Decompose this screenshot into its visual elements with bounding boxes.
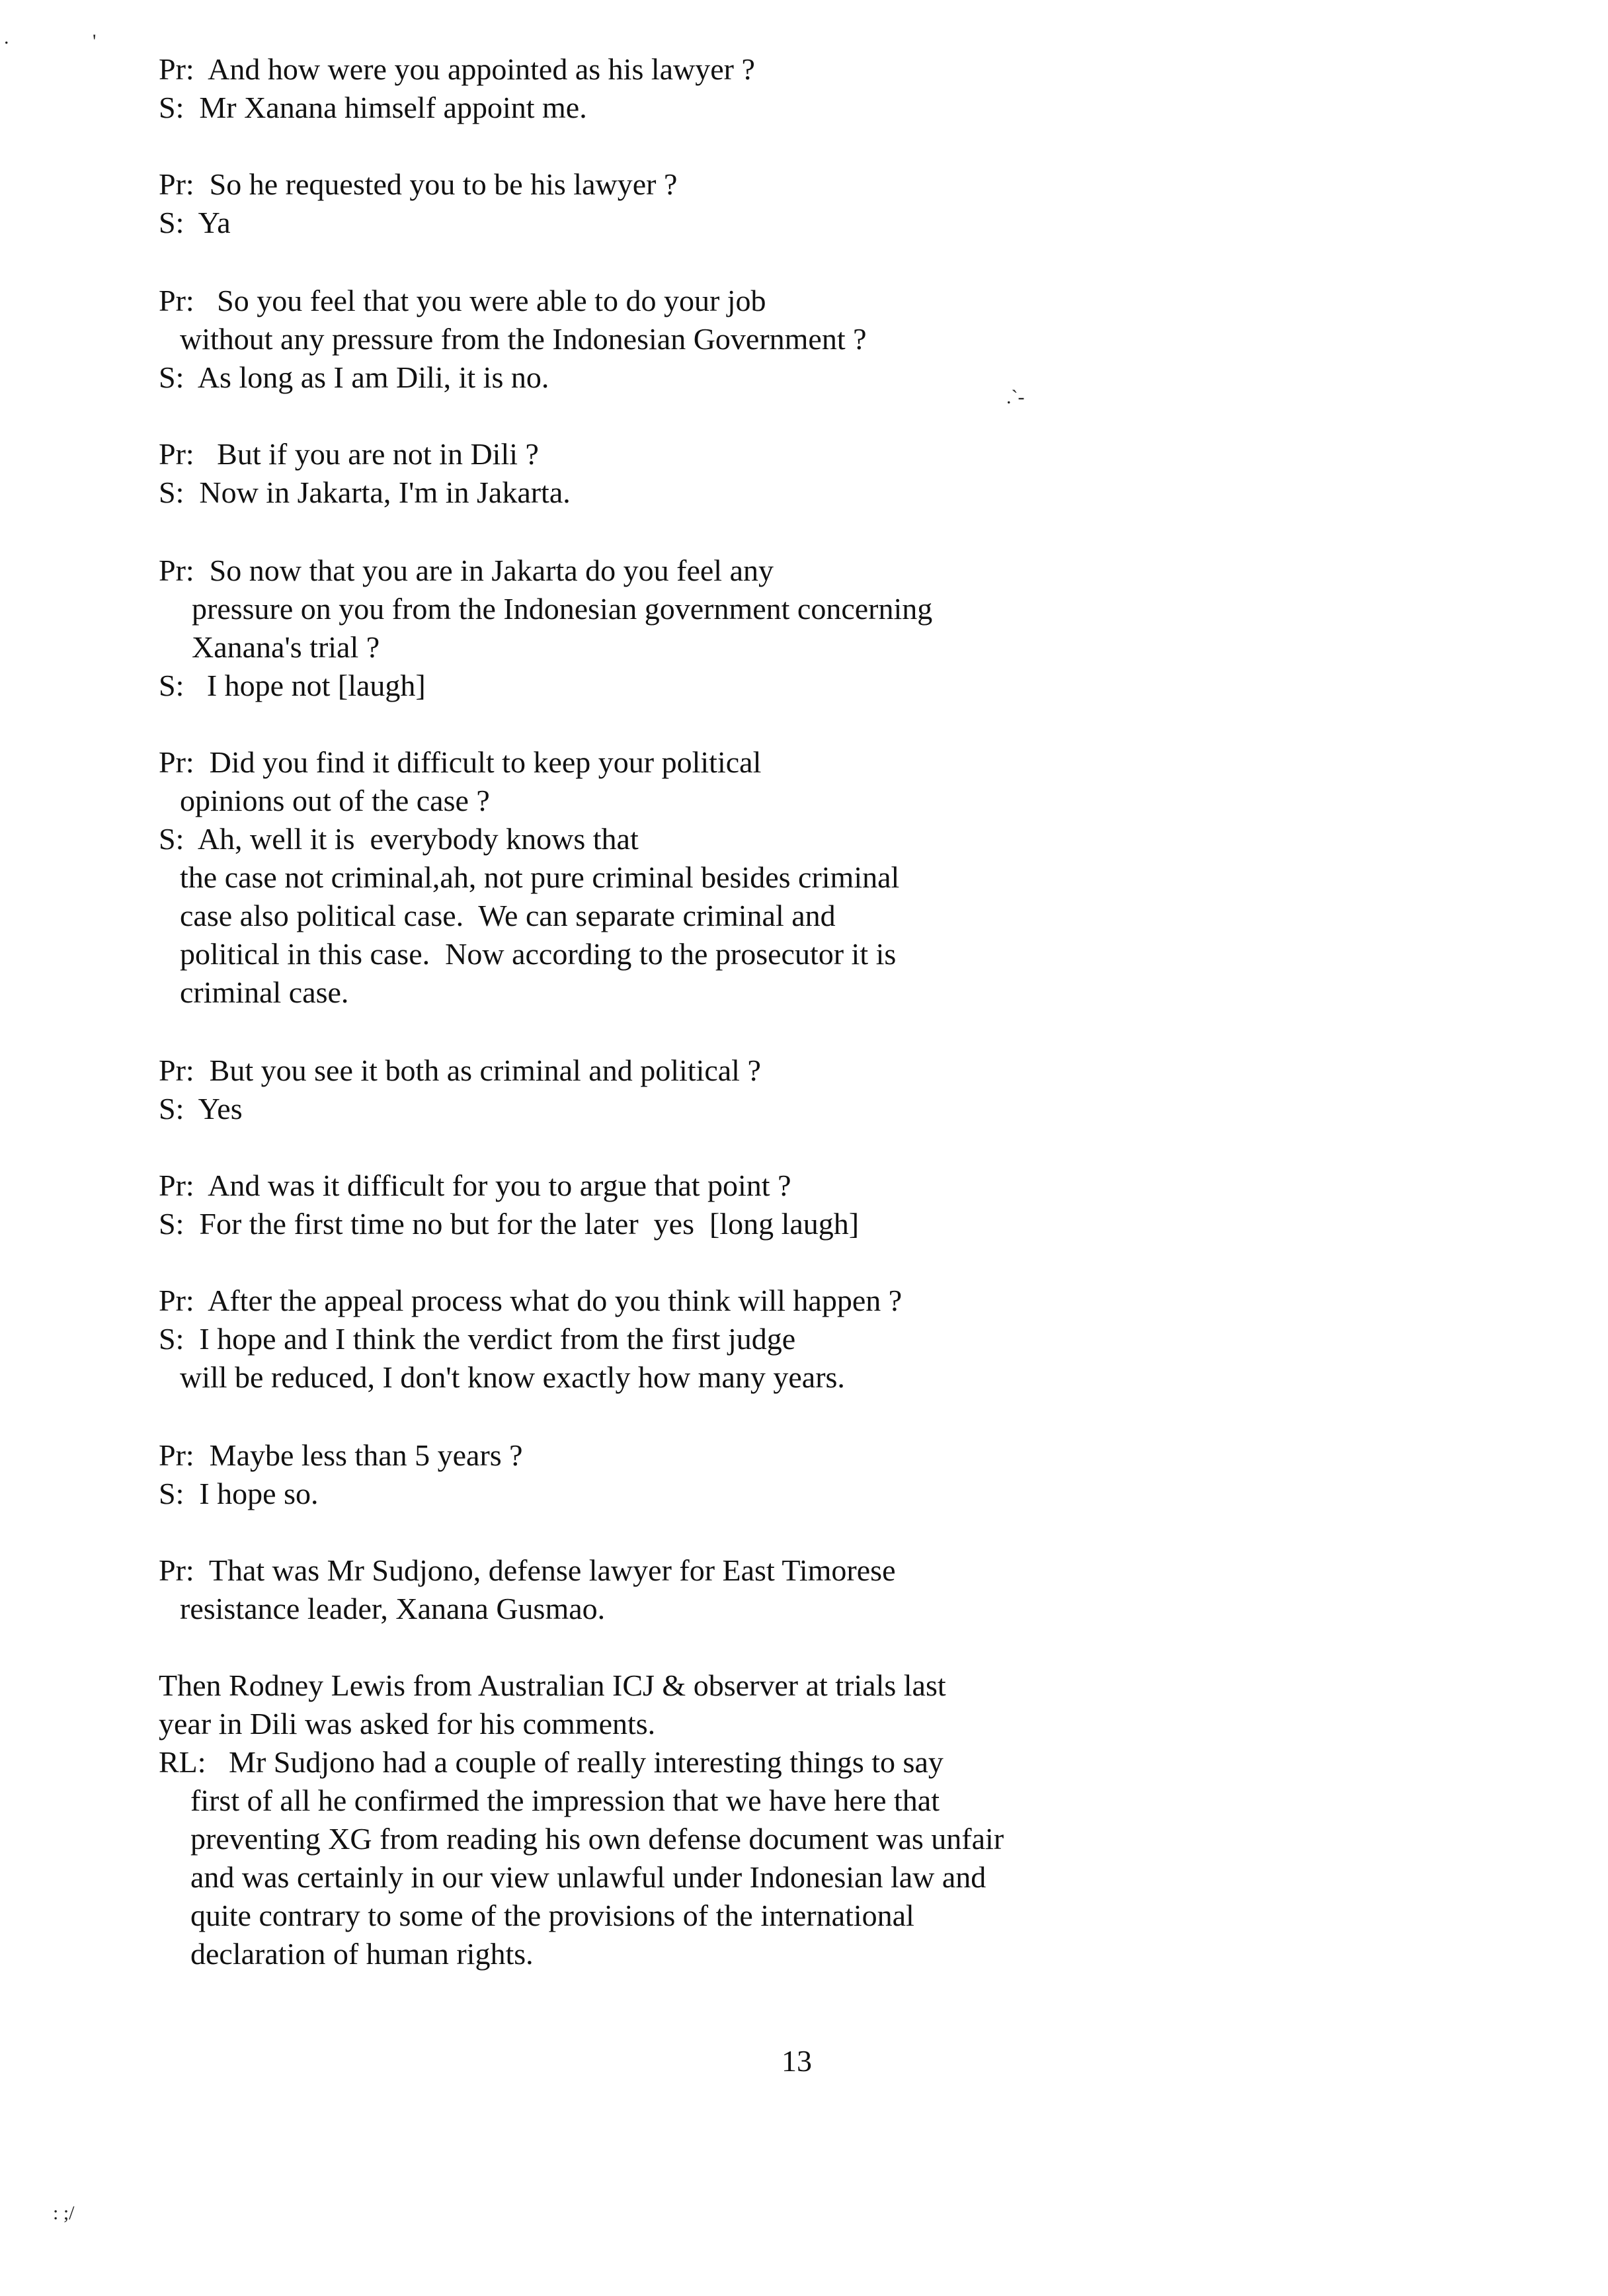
text-line: case also political case. We can separate criminal and [180, 899, 836, 932]
text-line: declaration of human rights. [190, 1937, 534, 1971]
scan-speck: ' [93, 30, 97, 52]
text-line: will be reduced, I don't know exactly how many years. [180, 1360, 845, 1394]
text-line: RL: Mr Sudjono had a couple of really interesting things to say [159, 1745, 944, 1779]
text-line: S: I hope so. [159, 1477, 319, 1510]
text-line: Xanana's trial ? [192, 630, 380, 664]
text-line: S: Ah, well it is everybody knows that [159, 822, 639, 856]
text-line: pressure on you from the Indonesian government concerning [192, 592, 933, 626]
text-line: S: Now in Jakarta, I'm in Jakarta. [159, 475, 571, 509]
text-line: Pr: Did you find it difficult to keep your political [159, 745, 762, 779]
text-line: and was certainly in our view unlawful under Indonesian law and [190, 1860, 986, 1894]
text-line: Pr: But if you are not in Dili ? [159, 437, 539, 471]
text-line: Pr: But you see it both as criminal and political ? [159, 1053, 761, 1087]
text-line: Pr: Maybe less than 5 years ? [159, 1438, 523, 1472]
text-line: S: I hope not [laugh] [159, 669, 426, 702]
text-line: Pr: And how were you appointed as his lawyer ? [159, 52, 755, 86]
text-line: preventing XG from reading his own defense document was unfair [190, 1822, 1004, 1856]
text-line: Then Rodney Lewis from Australian ICJ & observer at trials last [159, 1668, 946, 1702]
text-line: S: Yes [159, 1092, 243, 1126]
text-line: first of all he confirmed the impression that we have here that [190, 1784, 940, 1817]
text-line: year in Dili was asked for his comments. [159, 1707, 656, 1741]
text-line: without any pressure from the Indonesian Government ? [180, 322, 867, 356]
text-line: resistance leader, Xanana Gusmao. [180, 1592, 606, 1625]
text-line: opinions out of the case ? [180, 784, 490, 817]
page-number: 13 [782, 2044, 812, 2078]
text-line: S: For the first time no but for the later yes [long laugh] [159, 1207, 860, 1241]
scan-speck: .`- [1006, 386, 1025, 408]
text-line: Pr: So now that you are in Jakarta do you feel any [159, 554, 774, 587]
text-line: Pr: So he requested you to be his lawyer ? [159, 167, 678, 201]
text-line: criminal case. [180, 975, 349, 1009]
text-line: S: Mr Xanana himself appoint me. [159, 91, 587, 124]
text-line: Pr: And was it difficult for you to argue that point ? [159, 1168, 791, 1202]
text-line: S: As long as I am Dili, it is no. [159, 360, 549, 394]
text-line: Pr: After the appeal process what do you think will happen ? [159, 1284, 903, 1317]
text-line: S: I hope and I think the verdict from the first judge [159, 1322, 796, 1356]
scan-speck: . [4, 26, 9, 48]
text-line: S: Ya [159, 206, 231, 239]
text-line: Pr: So you feel that you were able to do your job [159, 284, 766, 317]
text-line: the case not criminal,ah, not pure criminal besides criminal [180, 860, 900, 894]
text-line: Pr: That was Mr Sudjono, defense lawyer for East Timorese [159, 1553, 896, 1587]
text-line: political in this case. Now according to the prosecutor it is [180, 937, 897, 971]
text-line: quite contrary to some of the provisions of the international [190, 1899, 914, 1932]
scan-speck: : ;/ [53, 2202, 75, 2224]
